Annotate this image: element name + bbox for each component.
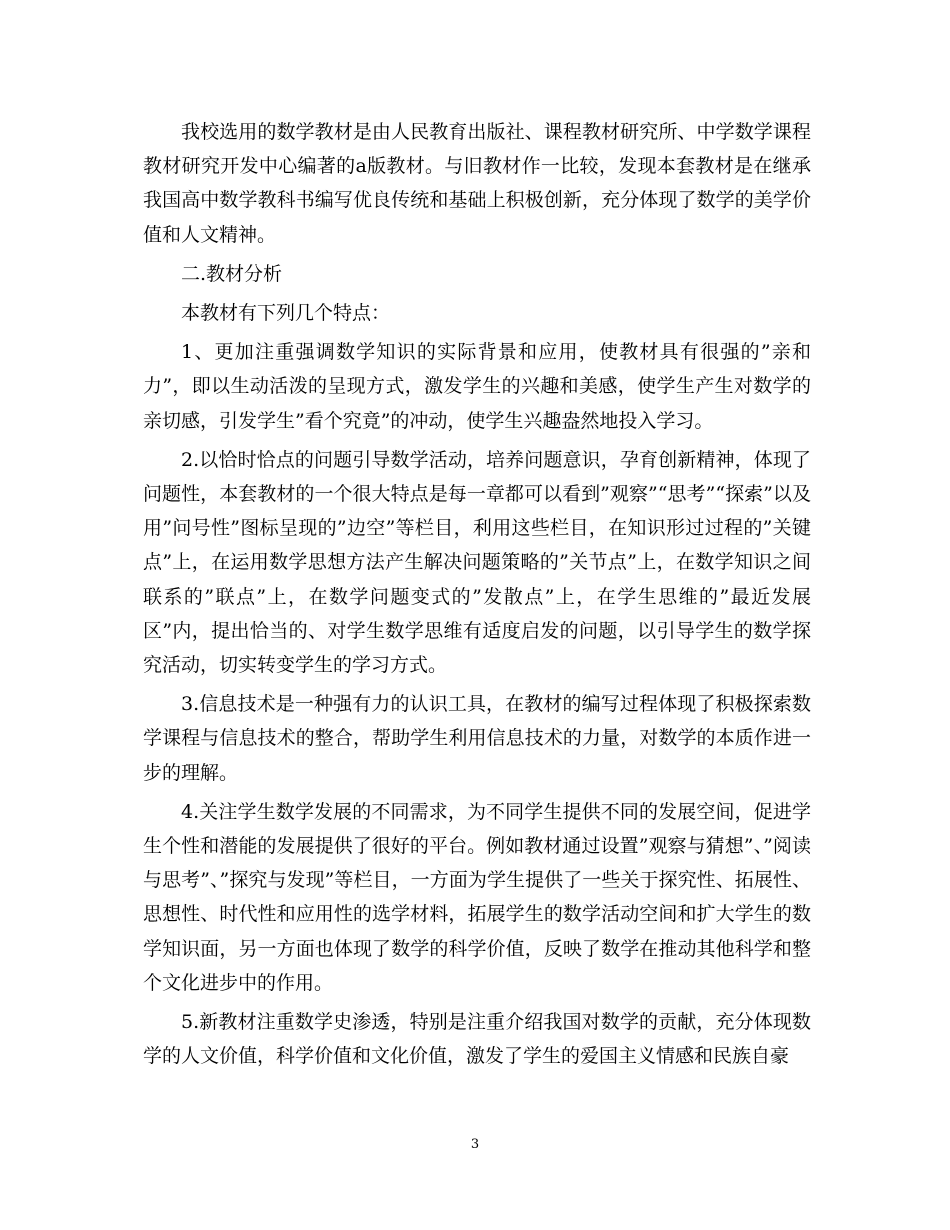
paragraph-feature-3: 3.信息技术是一种强有力的认识工具，在教材的编写过程体现了积极探索数学课程与信息技术的整合，帮助学生利用信息技术的力量，对数学的本质作进一步的理解。 — [143, 693, 811, 784]
paragraph-feature-5: 5.新教材注重数学史渗透，特别是注重介绍我国对数学的贡献，充分体现数学的人文价值，科学价值和文化价值，激发了学生的爱国主义情感和民族自豪 — [143, 1011, 811, 1068]
section-heading: 二.教材分析 — [181, 262, 283, 285]
paragraph-feature-1: 1、更加注重强调数学知识的实际背景和应用，使教材具有很强的”亲和力”，即以生动活泼的呈现方式，激发学生的兴趣和美感，使学生产生对数学的亲切感，引发学生”看个究竟”的冲动，使学生兴趣盎然地投入学习。 — [143, 341, 811, 432]
paragraph-features-intro: 本教材有下列几个特点： — [181, 302, 391, 325]
paragraph-intro: 我校选用的数学教材是由人民教育出版社、课程教材研究所、中学数学课程教材研究开发中心编著的a版教材。与旧教材作一比较，发现本套教材是在继承我国高中数学教科书编写优良传统和基础上积极创新，充分体现了数学的美学价值和人文精神。 — [143, 121, 811, 246]
paragraph-feature-2: 2.以恰时恰点的问题引导数学活动，培养问题意识，孕育创新精神，体现了问题性，本套教材的一个很大特点是每一章都可以看到”观察”“思考”“探索”以及用”问号性”图标呈现的”边空”等栏目，利用这些栏目，在知识形过过程的”关键点”上，在运用数学思想方法产生解决问题策略的”关节点”上，在数学知识之间联系的”联点”上，在数学问题变式的”发散点”上，在学生思维的”最近发展区”内，提出恰当的、对学生数学思维有适度启发的问题，以引导学生的数学探究活动，切实转变学生的学习方式。 — [143, 448, 811, 677]
page-number: 3 — [470, 1137, 480, 1152]
document-body — [143, 115, 811, 1078]
paragraph-feature-4: 4.关注学生数学发展的不同需求，为不同学生提供不同的发展空间，促进学生个性和潜能的发展提供了很好的平台。例如教材通过设置”观察与猜想”、”阅读与思考”、”探究与发现”等栏目，一方面为学生提供了一些关于探究性、拓展性、思想性、时代性和应用性的选学材料，拓展学生的数学活动空间和扩大学生的数学知识面，另一方面也体现了数学的科学价值，反映了数学在推动其他科学和整个文化进步中的作用。 — [143, 800, 811, 994]
